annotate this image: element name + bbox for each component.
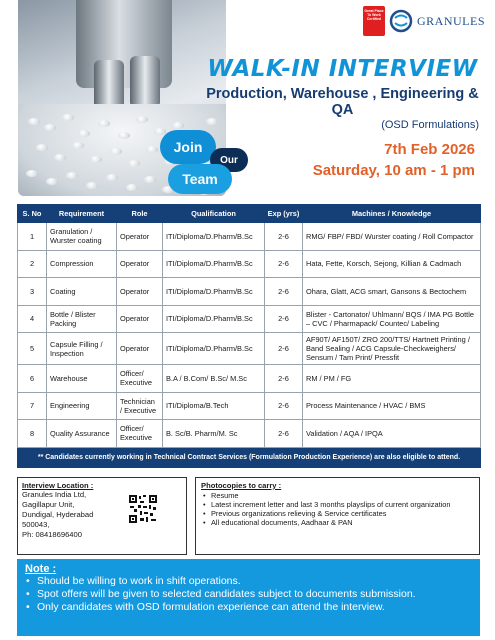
table-row xyxy=(18,420,481,448)
cell-requirement: Quality Assurance xyxy=(47,420,117,448)
tablet xyxy=(90,156,102,163)
cell-requirement: Capsule Filling / Inspection xyxy=(47,333,117,365)
cell-exp: 2-6 xyxy=(265,278,303,306)
cell-exp: 2-6 xyxy=(265,250,303,278)
our-bubble: Our xyxy=(210,148,248,172)
cell-requirement: Granulation / Wurster coating xyxy=(47,223,117,251)
tablet xyxy=(26,170,38,177)
cell-qualification: ITI/Diploma/D.Pharm/B.Sc xyxy=(163,250,265,278)
cell-exp: 2-6 xyxy=(265,223,303,251)
company-name: GRANULES xyxy=(416,13,485,28)
cell-exp: 2-6 xyxy=(265,305,303,333)
col-header: Exp (yrs) xyxy=(265,205,303,223)
cell-machines: Blister - Cartonator/ Uhlmann/ BQS / IMA PG Bottle – CVC / Pharmapack/ Countec/ Labeling xyxy=(303,305,481,333)
cell-machines: Validation / AQA / IPQA xyxy=(303,420,481,448)
list-item: • All educational documents, Aadhaar & PAN xyxy=(201,518,474,527)
table-row xyxy=(18,278,481,306)
great-place-to-work-logo: Great Place To Work Certified xyxy=(363,6,385,36)
tablet xyxy=(144,176,156,183)
cell-machines: AF90T/ AF150T/ ZRO 200/TTS/ Hartnett Printing / Band Sealing / ACG Capsule-Checkweighers/ Sensum / Tam Print/ Pressfit xyxy=(303,333,481,365)
cell-qualification: ITI/Diploma/D.Pharm/B.Sc xyxy=(163,333,265,365)
location-line: Gagillapur Unit, xyxy=(22,500,75,509)
tablet xyxy=(28,118,40,125)
tablet xyxy=(146,146,158,153)
cell-role: Officer/ Executive xyxy=(117,420,163,448)
tablet xyxy=(126,184,138,191)
col-header: Requirement xyxy=(47,205,117,223)
cell-requirement: Bottle / Blister Packing xyxy=(47,305,117,333)
cell-machines: Hata, Fette, Korsch, Sejong, Killian & Cadmach xyxy=(303,250,481,278)
table-header-row xyxy=(18,205,481,223)
interview-time: Saturday, 10 am - 1 pm xyxy=(312,162,475,179)
list-item: • Spot offers will be given to selected candidates subject to documents submission. xyxy=(25,588,472,601)
tablet xyxy=(172,122,184,129)
cell-sno: 8 xyxy=(18,420,47,448)
cell-role: Operator xyxy=(117,333,163,365)
location-phone: Ph: 08418696400 xyxy=(22,530,82,539)
tablet xyxy=(46,178,58,185)
team-bubble: Team xyxy=(168,164,232,194)
cell-requirement: Coating xyxy=(47,278,117,306)
list-item: • Previous organizations relieving & Service certificates xyxy=(201,509,474,518)
table-row xyxy=(18,250,481,278)
cell-exp: 2-6 xyxy=(265,365,303,393)
col-header: Machines / Knowledge xyxy=(303,205,481,223)
tablet xyxy=(118,132,130,139)
table-row xyxy=(18,365,481,393)
list-item: • Only candidates with OSD formulation experience can attend the interview. xyxy=(25,601,472,614)
granules-logo-icon xyxy=(389,9,413,33)
note-box xyxy=(17,559,480,636)
tablet xyxy=(78,130,90,137)
tablet xyxy=(72,142,84,149)
cell-exp: 2-6 xyxy=(265,392,303,420)
list-item: • Resume xyxy=(201,491,474,500)
cell-qualification: B. Sc/B. Pharm/M. Sc xyxy=(163,420,265,448)
tablet xyxy=(136,116,148,123)
tablet xyxy=(36,144,48,151)
cell-qualification: ITI/Diploma/D.Pharm/B.Sc xyxy=(163,305,265,333)
cell-requirement: Engineering xyxy=(47,392,117,420)
tablet xyxy=(86,182,98,189)
tablet xyxy=(128,160,140,167)
cell-machines: Ohara, Glatt, ACG smart, Gansons & Bectochem xyxy=(303,278,481,306)
table-row xyxy=(18,333,481,365)
table-footnote: ** Candidates currently working in Technical Contract Services (Formulation Production Experience) are also eligible to attend. xyxy=(18,447,481,467)
cell-qualification: B.A / B.Com/ B.Sc/ M.Sc xyxy=(163,365,265,393)
cell-exp: 2-6 xyxy=(265,420,303,448)
cell-requirement: Compression xyxy=(47,250,117,278)
cell-role: Operator xyxy=(117,223,163,251)
col-header: Role xyxy=(117,205,163,223)
cell-role: Operator xyxy=(117,278,163,306)
photocopies-box xyxy=(195,477,480,555)
table-row xyxy=(18,223,481,251)
cell-sno: 7 xyxy=(18,392,47,420)
cell-qualification: ITI/Diploma/B.Tech xyxy=(163,392,265,420)
location-line: Dundigal, Hyderabad xyxy=(22,510,94,519)
cell-role: Operator xyxy=(117,250,163,278)
departments: Production, Warehouse , Engineering & QA xyxy=(206,86,479,118)
tablet xyxy=(62,114,74,121)
machine-punch xyxy=(130,56,160,108)
location-line: Granules India Ltd, xyxy=(22,490,87,499)
tablet xyxy=(54,154,66,161)
cell-qualification: ITI/Diploma/D.Pharm/B.Sc xyxy=(163,223,265,251)
photocopies-title: Photocopies to carry : xyxy=(201,481,282,490)
cell-sno: 5 xyxy=(18,333,47,365)
note-title: Note : xyxy=(25,563,57,575)
title-block xyxy=(200,56,485,179)
cell-machines: RMG/ FBP/ FBD/ Wurster coating / Roll Compactor xyxy=(303,223,481,251)
cell-requirement: Warehouse xyxy=(47,365,117,393)
cell-sno: 4 xyxy=(18,305,47,333)
location-title: Interview Location : xyxy=(22,481,94,490)
list-item: • Should be willing to work in shift operations. xyxy=(25,575,472,588)
tablet xyxy=(44,124,56,131)
logos xyxy=(363,6,485,36)
col-header: S. No xyxy=(18,205,47,223)
interview-date: 7th Feb 2026 xyxy=(384,141,475,158)
cell-sno: 1 xyxy=(18,223,47,251)
table-row xyxy=(18,305,481,333)
cell-exp: 2-6 xyxy=(265,333,303,365)
cell-sno: 6 xyxy=(18,365,47,393)
cell-machines: RM / PM / FG xyxy=(303,365,481,393)
tablet xyxy=(106,174,118,181)
tablet xyxy=(98,120,110,127)
tablet xyxy=(110,148,122,155)
cell-role: Technician / Executive xyxy=(117,392,163,420)
location-line: 500043, xyxy=(22,520,50,529)
page-title: WALK-IN INTERVIEW xyxy=(207,56,478,82)
cell-sno: 2 xyxy=(18,250,47,278)
table-row xyxy=(18,392,481,420)
formulation-label: (OSD Formulations) xyxy=(381,119,479,131)
cell-sno: 3 xyxy=(18,278,47,306)
interview-location-box xyxy=(17,477,187,555)
cell-qualification: ITI/Diploma/D.Pharm/B.Sc xyxy=(163,278,265,306)
cell-role: Operator xyxy=(117,305,163,333)
requirements-table xyxy=(17,204,480,468)
qr-code[interactable] xyxy=(128,494,158,524)
cell-role: Officer/ Executive xyxy=(117,365,163,393)
table-footnote-row xyxy=(18,447,481,467)
join-bubble: Join xyxy=(160,130,216,164)
col-header: Qualification xyxy=(163,205,265,223)
list-item: • Latest increment letter and last 3 months playslips of current organization xyxy=(201,500,474,509)
tablet xyxy=(66,172,78,179)
cell-machines: Process Maintenance / HVAC / BMS xyxy=(303,392,481,420)
